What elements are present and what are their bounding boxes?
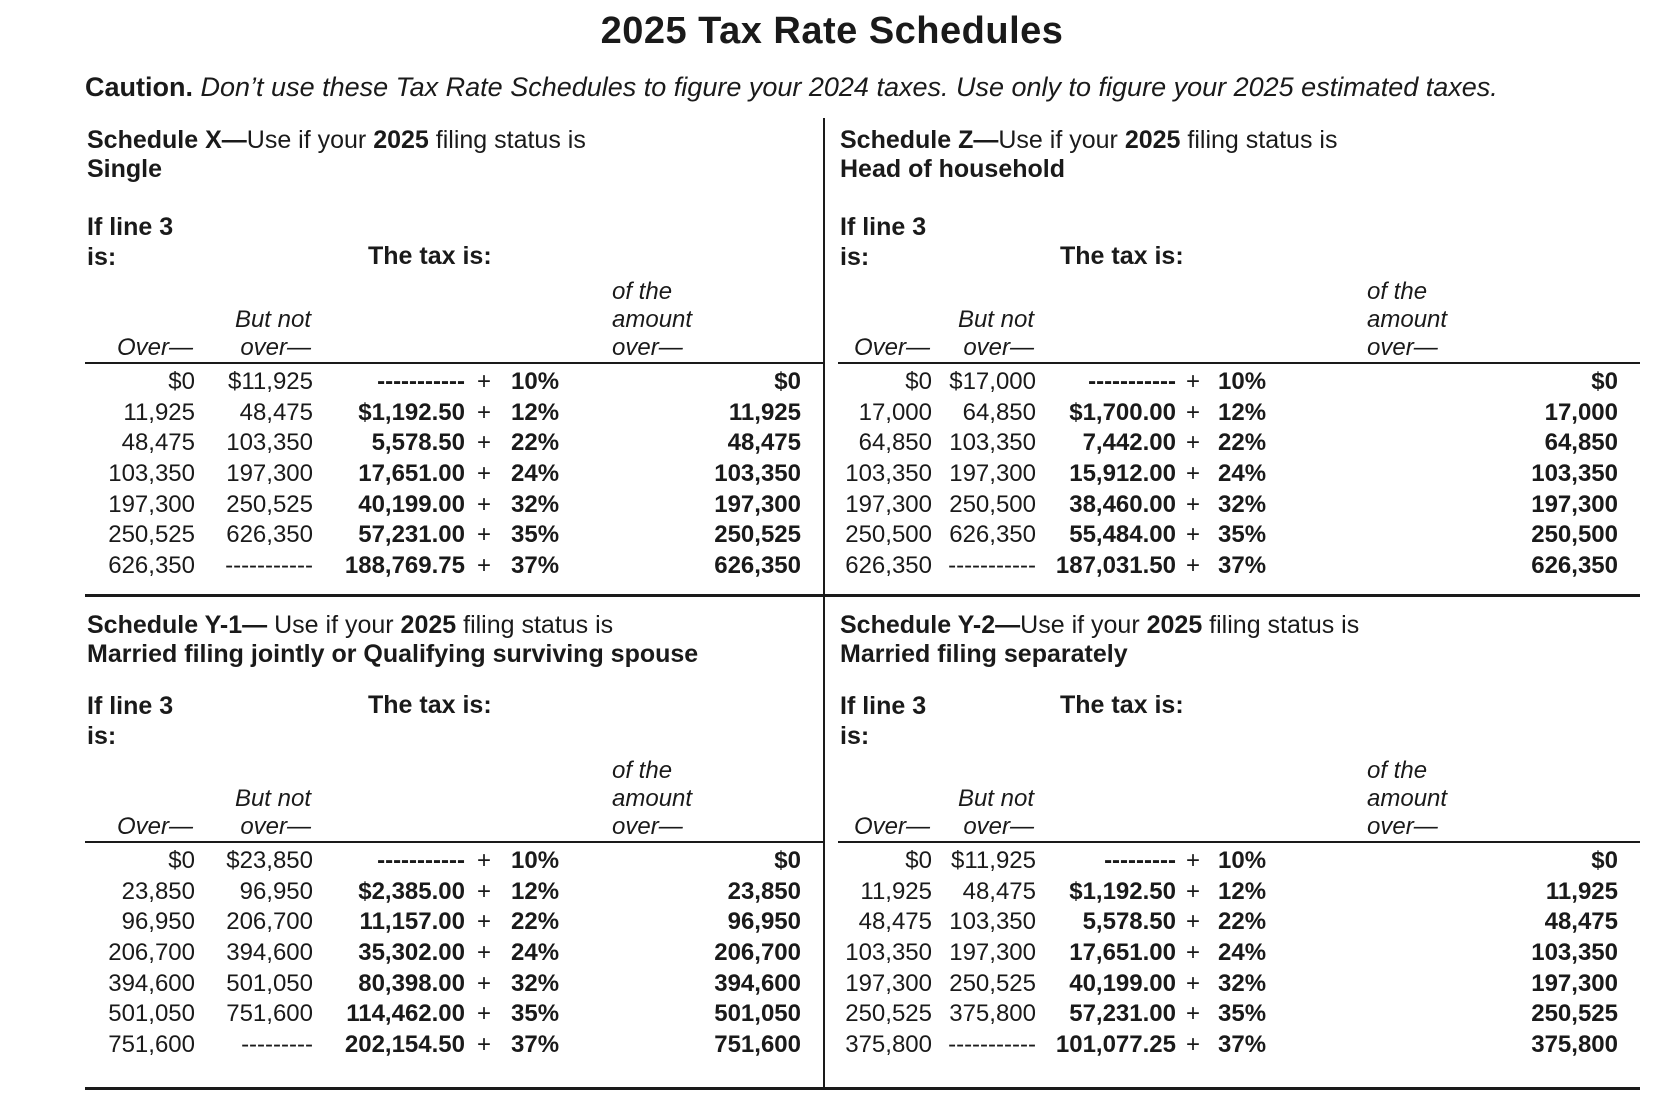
base-tax-cell: 5,578.50 [371, 429, 465, 457]
but-not-over-cell: $23,850 [226, 847, 313, 875]
base-tax-cell: 40,199.00 [358, 490, 465, 518]
amount-over-cell: 23,850 [727, 877, 801, 905]
schedule-heading [87, 611, 698, 669]
rate-cell: 37% [511, 551, 560, 579]
caution-note [85, 72, 1640, 103]
filing-status: Married filing jointly or Qualifying surviving spouse [87, 640, 699, 668]
amount-over-cell: 17,000 [1544, 398, 1618, 426]
over-cell: 626,350 [845, 551, 932, 579]
plus-cell: + [476, 368, 491, 396]
over-cell: 206,700 [108, 939, 195, 967]
amount-over-cell: 11,925 [1545, 877, 1618, 905]
schedule-heading-line1: Schedule Y-2—Use if your 2025 filing status is [840, 611, 1360, 639]
over-cell: 48,475 [121, 429, 195, 457]
base-tax-cell: 7,442.00 [1082, 429, 1176, 457]
amount-over-cell: 626,350 [1531, 551, 1618, 579]
plus-cell: + [1185, 429, 1200, 457]
over-cell: 197,300 [108, 490, 195, 518]
but-not-over-cell: 103,350 [949, 429, 1036, 457]
table-row [838, 907, 1640, 938]
base-tax-cell: 17,651.00 [358, 460, 465, 488]
if-line3-label: If line 3 is: [87, 692, 174, 750]
table-row [85, 968, 823, 999]
base-tax-cell: 5,578.50 [1082, 908, 1176, 936]
table-row [85, 398, 823, 429]
amount-over-header: of the [1367, 757, 1428, 784]
but-not-over-cell: 64,850 [962, 398, 1036, 426]
but-not-over-cell: 626,350 [226, 521, 313, 549]
over-cell: 197,300 [845, 490, 932, 518]
but-not-over-cell: 206,700 [226, 908, 313, 936]
but-not-over-cell: 197,300 [949, 939, 1036, 967]
but-not-over-header: But not [957, 306, 1034, 333]
over-cell: 96,950 [121, 908, 195, 936]
schedule-heading-line1: Schedule Z—Use if your 2025 filing status is [840, 126, 1338, 154]
over-cell: 250,525 [845, 1000, 932, 1028]
over-header: Over— [853, 334, 930, 361]
rate-cell: 10% [511, 847, 560, 875]
plus-cell: + [1185, 551, 1200, 579]
amount-over-cell: $0 [1591, 368, 1618, 396]
table-row [838, 1030, 1640, 1061]
but-not-over-cell: 501,050 [226, 969, 313, 997]
over-cell: $0 [168, 847, 195, 875]
plus-cell: + [476, 398, 491, 426]
but-not-over-cell: 250,525 [949, 969, 1036, 997]
amount-over-cell: 394,600 [714, 969, 801, 997]
schedule-heading [840, 126, 1337, 184]
but-not-over-cell: 197,300 [226, 460, 313, 488]
base-tax-cell: 35,302.00 [358, 939, 465, 967]
plus-cell: + [1185, 1000, 1200, 1028]
amount-over-cell: $0 [1591, 847, 1618, 875]
amount-over-header: of the [612, 757, 673, 784]
rate-cell: 24% [1218, 460, 1267, 488]
plus-cell: + [476, 521, 491, 549]
caution-label: Caution. [85, 72, 193, 102]
schedule-y1-section [85, 597, 823, 1090]
filing-status: Single [87, 155, 163, 183]
over-cell: 375,800 [845, 1030, 932, 1058]
amount-over-cell: 48,475 [727, 429, 801, 457]
bracket-table [85, 362, 823, 581]
but-not-over-cell: ----------- [948, 1030, 1036, 1058]
rate-cell: 22% [511, 429, 560, 457]
but-not-over-cell: 48,475 [239, 398, 313, 426]
base-tax-cell: 15,912.00 [1069, 460, 1176, 488]
but-not-over-cell: $11,925 [228, 368, 313, 396]
base-tax-cell: $1,700.00 [1069, 398, 1176, 426]
plus-cell: + [476, 877, 491, 905]
schedule-z [838, 118, 1640, 594]
rate-cell: 37% [511, 1030, 560, 1058]
base-tax-cell: $1,192.50 [358, 398, 465, 426]
base-tax-cell: 57,231.00 [1069, 1000, 1176, 1028]
if-line3-label: If line 3 is: [840, 213, 927, 271]
table-row [85, 551, 823, 582]
rate-cell: 22% [1218, 429, 1267, 457]
plus-cell: + [1185, 1030, 1200, 1058]
column-headers: of the But not amount Over— over— over— [838, 278, 1640, 362]
schedule-y2 [838, 597, 1640, 1087]
base-tax-cell: ----------- [377, 847, 465, 875]
but-not-over-cell: $17,000 [949, 368, 1036, 396]
plus-cell: + [476, 429, 491, 457]
plus-cell: + [476, 460, 491, 488]
table-row [838, 877, 1640, 908]
over-cell: 197,300 [845, 969, 932, 997]
table-row [85, 520, 823, 551]
amount-over-cell: 206,700 [714, 939, 801, 967]
plus-cell: + [1185, 939, 1200, 967]
tax-is-label: The tax is: [368, 242, 492, 270]
column-headers: of the But not amount Over— over— over— [85, 278, 823, 362]
base-tax-cell: 17,651.00 [1069, 939, 1176, 967]
table-row [838, 551, 1640, 582]
schedule-y1 [85, 597, 823, 1087]
amount-over-cell: 197,300 [1531, 969, 1618, 997]
plus-cell: + [1185, 847, 1200, 875]
table-row [838, 968, 1640, 999]
over-cell: 103,350 [845, 460, 932, 488]
rate-cell: 35% [1218, 1000, 1267, 1028]
amount-over-cell: 103,350 [1531, 939, 1618, 967]
table-row [838, 428, 1640, 459]
plus-cell: + [1185, 398, 1200, 426]
schedule-heading [840, 611, 1359, 669]
schedules-grid [85, 118, 1640, 1090]
plus-cell: + [476, 939, 491, 967]
column-headers: of the But not amount Over— over— over— [85, 757, 823, 841]
but-not-over-cell: ----------- [948, 551, 1036, 579]
but-not-over-cell: 96,950 [239, 877, 313, 905]
schedule-x-section [85, 118, 823, 597]
amount-over-cell: 250,525 [1531, 1000, 1618, 1028]
rate-cell: 32% [1218, 490, 1267, 518]
base-tax-cell: --------- [1104, 847, 1176, 875]
table-row [838, 999, 1640, 1030]
tax-is-label: The tax is: [1060, 691, 1184, 719]
amount-over-cell: 11,925 [728, 398, 801, 426]
but-not-over-header: But not [957, 785, 1034, 812]
schedule-heading [87, 126, 586, 184]
tax-is-label: The tax is: [368, 691, 492, 719]
but-not-over-cell: --------- [241, 1030, 313, 1058]
but-not-over-cell: 751,600 [226, 1000, 313, 1028]
amount-over-cell: 103,350 [714, 460, 801, 488]
over-cell: 751,600 [108, 1030, 195, 1058]
table-row [85, 428, 823, 459]
schedule-heading-line1: Schedule X—Use if your 2025 filing status is [87, 126, 586, 154]
base-tax-cell: 114,462.00 [346, 1000, 465, 1028]
but-not-over-cell: ----------- [225, 551, 313, 579]
plus-cell: + [1185, 877, 1200, 905]
over-cell: 48,475 [858, 908, 932, 936]
if-line3-label: If line 3 is: [840, 692, 927, 750]
plus-cell: + [476, 908, 491, 936]
rate-cell: 12% [1218, 877, 1267, 905]
base-tax-cell: 55,484.00 [1069, 521, 1176, 549]
amount-over-cell: 501,050 [714, 1000, 801, 1028]
amount-over-header: of the [612, 278, 673, 305]
amount-over-cell: 197,300 [1531, 490, 1618, 518]
but-not-over-cell: 48,475 [962, 877, 1036, 905]
over-header: Over— [116, 334, 193, 361]
over-cell: 103,350 [108, 460, 195, 488]
over-cell: 23,850 [121, 877, 195, 905]
but-not-over-cell: 250,500 [949, 490, 1036, 518]
plus-cell: + [1185, 521, 1200, 549]
rate-cell: 22% [511, 908, 560, 936]
base-tax-cell: $2,385.00 [358, 877, 465, 905]
rate-cell: 12% [511, 398, 560, 426]
filing-status: Married filing separately [840, 640, 1128, 668]
table-row [85, 877, 823, 908]
base-tax-cell: 187,031.50 [1055, 551, 1176, 579]
schedule-heading-line1: Schedule Y-1— Use if your 2025 filing status is [87, 611, 614, 639]
amount-over-cell: 64,850 [1544, 429, 1618, 457]
amount-over-cell: 197,300 [714, 490, 801, 518]
table-row [838, 520, 1640, 551]
but-not-over-header: But not [234, 306, 311, 333]
base-tax-cell: $1,192.50 [1069, 877, 1176, 905]
rate-cell: 24% [511, 460, 560, 488]
bracket-table [838, 841, 1640, 1060]
rate-cell: 32% [1218, 969, 1267, 997]
rate-cell: 35% [511, 521, 560, 549]
rate-cell: 10% [511, 368, 560, 396]
base-tax-cell: 101,077.25 [1055, 1030, 1176, 1058]
table-row [85, 999, 823, 1030]
but-not-over-cell: 250,525 [226, 490, 313, 518]
if-line3-label: If line 3 is: [87, 213, 174, 271]
table-row [838, 846, 1640, 877]
rate-cell: 10% [1218, 847, 1267, 875]
over-cell: 103,350 [845, 939, 932, 967]
base-tax-cell: 80,398.00 [358, 969, 465, 997]
base-tax-cell: 202,154.50 [344, 1030, 465, 1058]
over-header: Over— [116, 813, 193, 840]
base-tax-cell: 11,157.00 [359, 908, 465, 936]
amount-over-cell: 250,500 [1531, 521, 1618, 549]
table-row [85, 846, 823, 877]
but-not-over-cell: $11,925 [951, 847, 1036, 875]
rate-cell: 32% [511, 969, 560, 997]
table-row [85, 489, 823, 520]
table-row [838, 938, 1640, 969]
plus-cell: + [476, 490, 491, 518]
amount-over-cell: $0 [774, 368, 801, 396]
plus-cell: + [476, 969, 491, 997]
rate-cell: 10% [1218, 368, 1267, 396]
plus-cell: + [476, 1030, 491, 1058]
table-row [838, 489, 1640, 520]
table-row [85, 938, 823, 969]
over-cell: 250,525 [108, 521, 195, 549]
over-cell: 11,925 [860, 877, 932, 905]
over-header: Over— [853, 813, 930, 840]
rate-cell: 35% [511, 1000, 560, 1028]
plus-cell: + [1185, 908, 1200, 936]
but-not-over-cell: 375,800 [949, 1000, 1036, 1028]
page-title: 2025 Tax Rate Schedules [600, 10, 1064, 52]
over-cell: $0 [905, 847, 932, 875]
plus-cell: + [1185, 368, 1200, 396]
plus-cell: + [1185, 460, 1200, 488]
tax-is-label: The tax is: [1060, 242, 1184, 270]
amount-over-cell: $0 [774, 847, 801, 875]
filing-status: Head of household [840, 155, 1065, 183]
amount-over-cell: 626,350 [714, 551, 801, 579]
bracket-table [838, 362, 1640, 581]
table-row [85, 459, 823, 490]
schedule-z-section [823, 118, 1640, 597]
amount-over-cell: 48,475 [1544, 908, 1618, 936]
rate-cell: 32% [511, 490, 560, 518]
base-tax-cell: 57,231.00 [358, 521, 465, 549]
table-row [85, 907, 823, 938]
rate-cell: 24% [511, 939, 560, 967]
over-cell: 394,600 [108, 969, 195, 997]
table-row [85, 367, 823, 398]
table-row [838, 367, 1640, 398]
base-tax-cell: ----------- [1088, 368, 1176, 396]
rate-cell: 12% [511, 877, 560, 905]
base-tax-cell: 38,460.00 [1069, 490, 1176, 518]
over-cell: 64,850 [858, 429, 932, 457]
over-cell: $0 [168, 368, 195, 396]
plus-cell: + [1185, 490, 1200, 518]
table-row [838, 459, 1640, 490]
plus-cell: + [476, 1000, 491, 1028]
rate-cell: 37% [1218, 1030, 1267, 1058]
schedule-y2-section [823, 597, 1640, 1090]
but-not-over-header: But not [234, 785, 311, 812]
caution-text: Don’t use these Tax Rate Schedules to figure your 2024 taxes. Use only to figure your 2025 estimated taxes. [200, 72, 1498, 102]
plus-cell: + [1185, 969, 1200, 997]
amount-over-cell: 751,600 [714, 1030, 801, 1058]
base-tax-cell: 188,769.75 [344, 551, 465, 579]
table-row [838, 398, 1640, 429]
table-row [85, 1030, 823, 1061]
but-not-over-cell: 197,300 [949, 460, 1036, 488]
rate-cell: 22% [1218, 908, 1267, 936]
over-cell: 17,000 [858, 398, 932, 426]
plus-cell: + [476, 847, 491, 875]
schedule-x [85, 118, 823, 594]
base-tax-cell: ----------- [377, 368, 465, 396]
amount-over-cell: 96,950 [727, 908, 801, 936]
bracket-table [85, 841, 823, 1060]
over-cell: $0 [905, 368, 932, 396]
base-tax-cell: 40,199.00 [1069, 969, 1176, 997]
over-cell: 11,925 [123, 398, 195, 426]
but-not-over-cell: 103,350 [949, 908, 1036, 936]
amount-over-cell: 375,800 [1531, 1030, 1618, 1058]
plus-cell: + [476, 551, 491, 579]
amount-over-cell: 103,350 [1531, 460, 1618, 488]
but-not-over-cell: 103,350 [226, 429, 313, 457]
rate-cell: 37% [1218, 551, 1267, 579]
over-cell: 250,500 [845, 521, 932, 549]
column-headers: of the But not amount Over— over— over— [838, 757, 1640, 841]
amount-over-header: of the [1367, 278, 1428, 305]
rate-cell: 12% [1218, 398, 1267, 426]
but-not-over-cell: 394,600 [226, 939, 313, 967]
amount-over-cell: 250,525 [714, 521, 801, 549]
over-cell: 501,050 [108, 1000, 195, 1028]
but-not-over-cell: 626,350 [949, 521, 1036, 549]
over-cell: 626,350 [108, 551, 195, 579]
rate-cell: 24% [1218, 939, 1267, 967]
rate-cell: 35% [1218, 521, 1267, 549]
